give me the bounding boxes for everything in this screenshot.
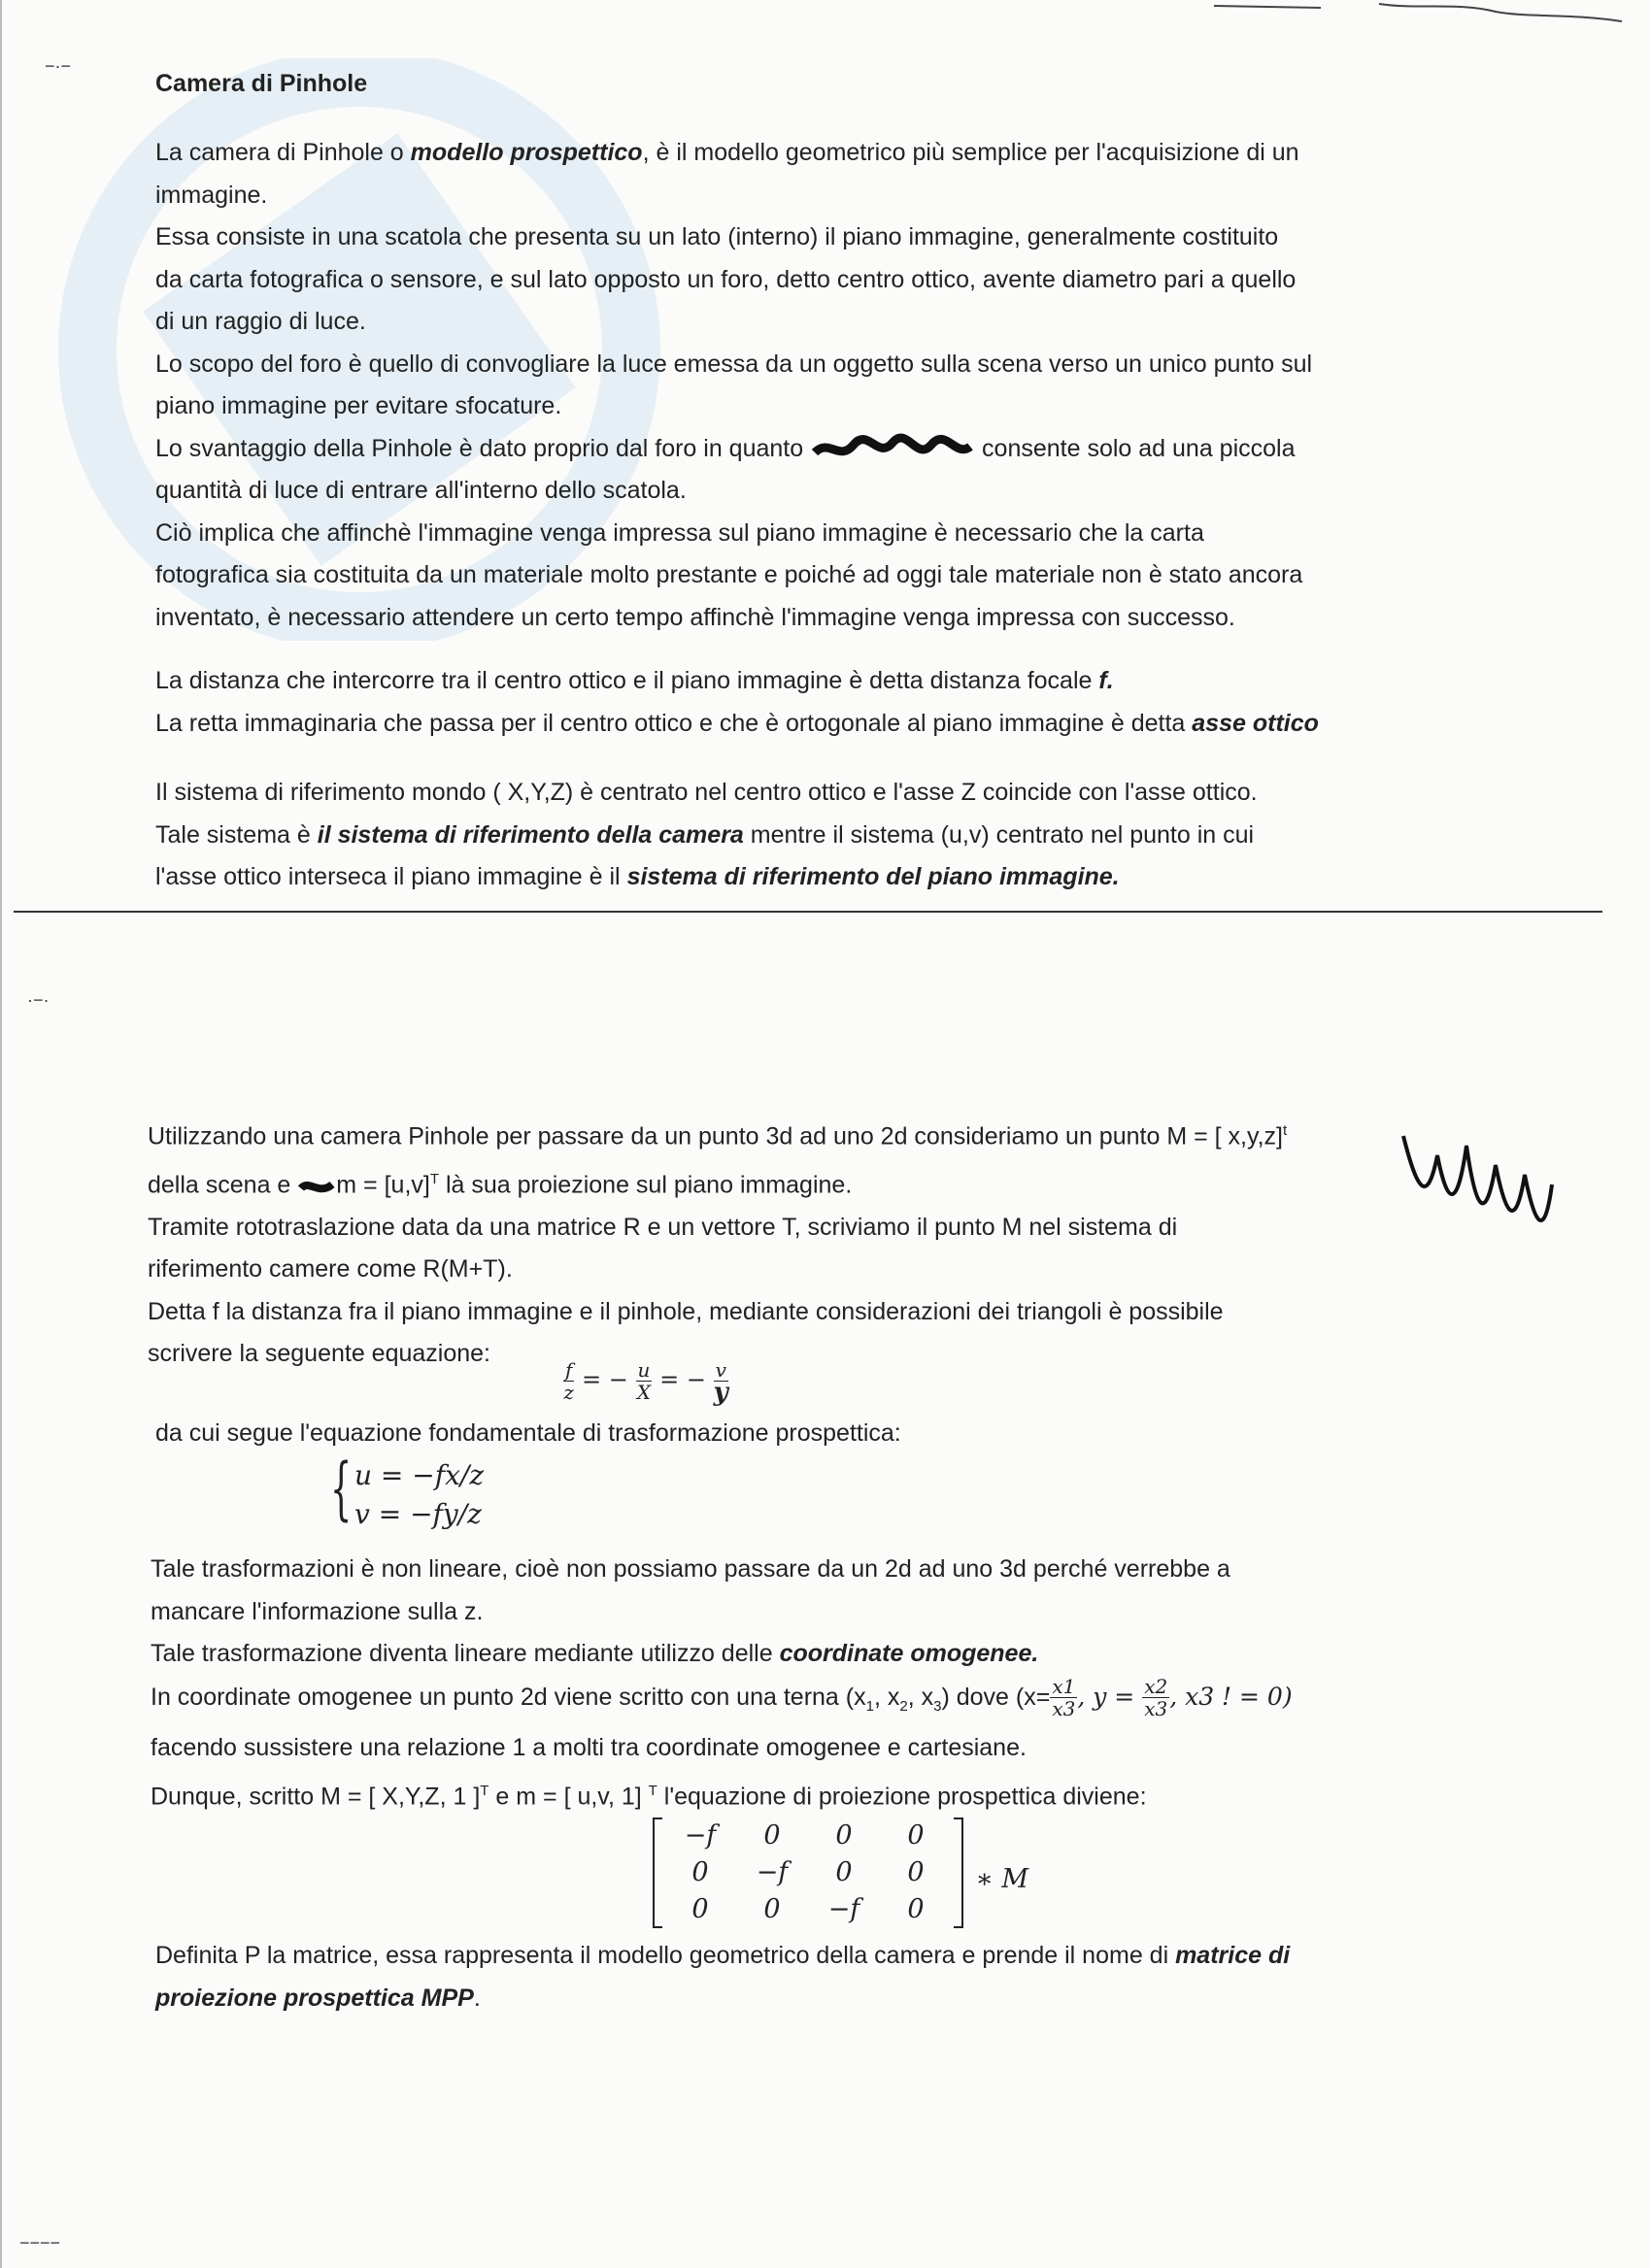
text-line: Detta f la distanza fra il piano immagine e il pinhole, mediante considerazioni dei triangoli è possibile (148, 1297, 1224, 1325)
matrix-cell: 0 (691, 1894, 709, 1924)
handwritten-scribble (1398, 1117, 1564, 1252)
matrix-cell: 0 (907, 1820, 925, 1851)
text: là sua proiezione sul piano immagine. (439, 1171, 853, 1199)
matrix-cell: 0 (835, 1820, 853, 1851)
text-line: scrivere la seguente equazione: (148, 1340, 491, 1368)
text-line: Essa consiste in una scatola che presenta su un lato (interno) il piano immagine, generalmente costituito (155, 223, 1279, 250)
equals: = − (659, 1366, 706, 1393)
text: Tale sistema è (155, 820, 318, 849)
text-line: Tramite rototraslazione data da una matrice R e un vettore T, scriviamo il punto M nel sistema di (148, 1213, 1178, 1241)
paragraph-focal (155, 660, 1319, 745)
paragraph-description (155, 217, 1312, 639)
scan-mark-mid-left: ·−· (27, 990, 50, 1010)
matrix-cell: 0 (763, 1894, 781, 1924)
text-line: Lo scopo del foro è quello di convogliare la luce emessa da un oggetto sulla scena verso un unico punto sul (155, 350, 1313, 378)
emphasis-term: coordinate omogenee. (779, 1640, 1039, 1667)
text: Utilizzando una camera Pinhole per passare da un punto 3d ad uno 2d consideriamo un punto M = [ x,y,z] (148, 1122, 1284, 1151)
emphasis-term: asse ottico (1192, 709, 1319, 737)
matrix-cell: −f (756, 1857, 789, 1887)
text-line: piano immagine per evitare sfocature. (155, 392, 562, 419)
equals: = − (582, 1366, 628, 1393)
paragraph-intro (155, 132, 1299, 217)
fraction: $\frac{x2}{x3}$ (1144, 1675, 1168, 1721)
projection-matrix (653, 1818, 1028, 1928)
text: l'asse ottico interseca il piano immagine è il (155, 863, 627, 890)
text-line: Il sistema di riferimento mondo ( X,Y,Z) è centrato nel centro ottico e l'asse Z coincide con l'asse ottico. (155, 779, 1258, 806)
text-line: quantità di luce di entrare all'interno dello scatola. (155, 477, 687, 504)
crossed-out-word (810, 433, 975, 466)
fraction: $\frac{x1}{x3}$ (1052, 1675, 1076, 1721)
superscript: t (1283, 1122, 1288, 1139)
text-line: di un raggio di luce. (155, 308, 366, 335)
text-line: inventato, è necessario attendere un certo tempo affinchè l'immagine venga impressa con successo. (155, 603, 1235, 631)
paragraph-homogeneous: Tale trasformazioni è non lineare, cioè non possiamo passare da un 2d ad uno 3d perché verrebbe a mancare l'informazione sulla z. Tale trasformazione diventa lineare mediante utilizzo delle coordinate omogenee. In coordinate omogenee un punto 2d viene scritto con una terna ($x_1$, $x_2$, $x_3$) dove (x= $\frac{x1}{x3}$ , y = $\frac{x2}{x3}$ , x3 ! = 0) facendo sussistere una relazione 1 a molti tra coordinate omogenee e cartesiane. Dunque, scritto M = [ X,Y,Z, 1 ]$^T$ e m = [ u,v, 1] $^T$ l'equazione di proiezione prospettica diviene: (151, 1555, 1293, 1810)
text: La camera di Pinhole o (155, 139, 411, 166)
equation-v: v = −fy/z (354, 1498, 482, 1530)
matrix-cell: −f (827, 1894, 860, 1924)
scan-mark-top-left: −·− (45, 56, 72, 76)
fraction: $\frac{v}{y}$ (713, 1358, 728, 1407)
emphasis-term: sistema di riferimento del piano immagine. (626, 863, 1120, 890)
text-line: mancare l'informazione sulla z. (151, 1597, 484, 1625)
fraction: $\frac{u}{X}$ (636, 1358, 652, 1404)
matrix-cell: 0 (763, 1820, 781, 1851)
text: mentre il sistema (u,v) centrato nel punto in cui (743, 820, 1255, 849)
emphasis-term: proiezione prospettica MPP (155, 1984, 474, 2012)
text: , è il modello geometrico più semplice per l'acquisizione di un (642, 139, 1299, 166)
emphasis-term: matrice di (1175, 1942, 1291, 1969)
text: Lo svantaggio della Pinhole è dato proprio dal foro in quanto (155, 434, 811, 462)
perspective-system (354, 1456, 484, 1534)
matrix-body (653, 1818, 963, 1928)
section-title: Camera di Pinhole (155, 70, 368, 97)
text: della scena e (148, 1171, 298, 1199)
emphasis-term: modello prospettico (410, 139, 643, 166)
equation-u: u = −fx/z (354, 1459, 485, 1491)
matrix-row (664, 1891, 952, 1928)
text: La distanza che intercorre tra il centro ottico e il piano immagine è detta distanza focale (155, 667, 1099, 694)
matrix-cell: 0 (691, 1857, 709, 1887)
matrix-cell: 0 (907, 1894, 925, 1924)
text-line: fotografica sia costituita da un materiale molto prestante e poiché ad oggi tale materiale non è stato ancora (155, 561, 1303, 588)
system-brace: { (330, 1449, 353, 1528)
text: La retta immaginaria che passa per il centro ottico e che è ortogonale al piano immagine è detta (155, 709, 1193, 737)
matrix-cell: 0 (835, 1857, 853, 1887)
text: In coordinate omogenee un punto 2d viene scritto con una terna (x (151, 1683, 866, 1711)
text: Dunque, scritto M = [ X,Y,Z, 1 ] (151, 1782, 481, 1810)
matrix-row (664, 1818, 952, 1854)
paragraph-reference (155, 772, 1258, 899)
paragraph-projection (148, 1110, 1287, 1376)
text: immagine. (155, 181, 268, 209)
section-divider (14, 911, 1602, 913)
superscript: T (429, 1170, 440, 1187)
matrix-row (664, 1854, 952, 1891)
paragraph-mpp: Definita P la matrice, essa rappresenta il modello geometrico della camera e prende il nome di matrice di proiezione prospettica MPP. (155, 1942, 1291, 2012)
text-line: facendo sussistere una relazione 1 a molti tra coordinate omogenee e cartesiane. (151, 1734, 1027, 1761)
text-line: da carta fotografica o sensore, e sul lato opposto un foro, detto centro ottico, avente diametro pari a quello (155, 265, 1297, 293)
emphasis-term: f. (1098, 667, 1114, 694)
text-line: Ciò implica che affinchè l'immagine venga impressa sul piano immagine è necessario che la carta (155, 518, 1204, 547)
emphasis-term: il sistema di riferimento della camera (317, 820, 744, 849)
scan-edge (0, 0, 2, 2268)
scan-mark-bottom: −−−− (19, 2233, 61, 2252)
text: m = [u,v] (336, 1171, 430, 1199)
scan-mark-top-right (1204, 0, 1632, 25)
text: Tale trasformazione diventa lineare mediante utilizzo delle (151, 1640, 780, 1667)
text: consente solo ad una piccola (975, 434, 1296, 462)
text: Definita P la matrice, essa rappresenta il modello geometrico della camera e prende il nome di (155, 1942, 1176, 1969)
matrix-cell: 0 (907, 1857, 925, 1887)
text-line: riferimento camere come R(M+T). (148, 1255, 513, 1284)
matrix-times-m: ∗ M (975, 1864, 1029, 1895)
crossed-out-word (297, 1175, 336, 1198)
triangle-equation (563, 1358, 728, 1407)
text-line: Tale trasformazioni è non lineare, cioè non possiamo passare da un 2d ad uno 3d perché verrebbe a (151, 1555, 1230, 1583)
fraction: $\frac{f}{z}$ (563, 1358, 574, 1404)
text-line: da cui segue l'equazione fondamentale di trasformazione prospettica: (155, 1419, 901, 1447)
matrix-cell: −f (684, 1820, 717, 1851)
